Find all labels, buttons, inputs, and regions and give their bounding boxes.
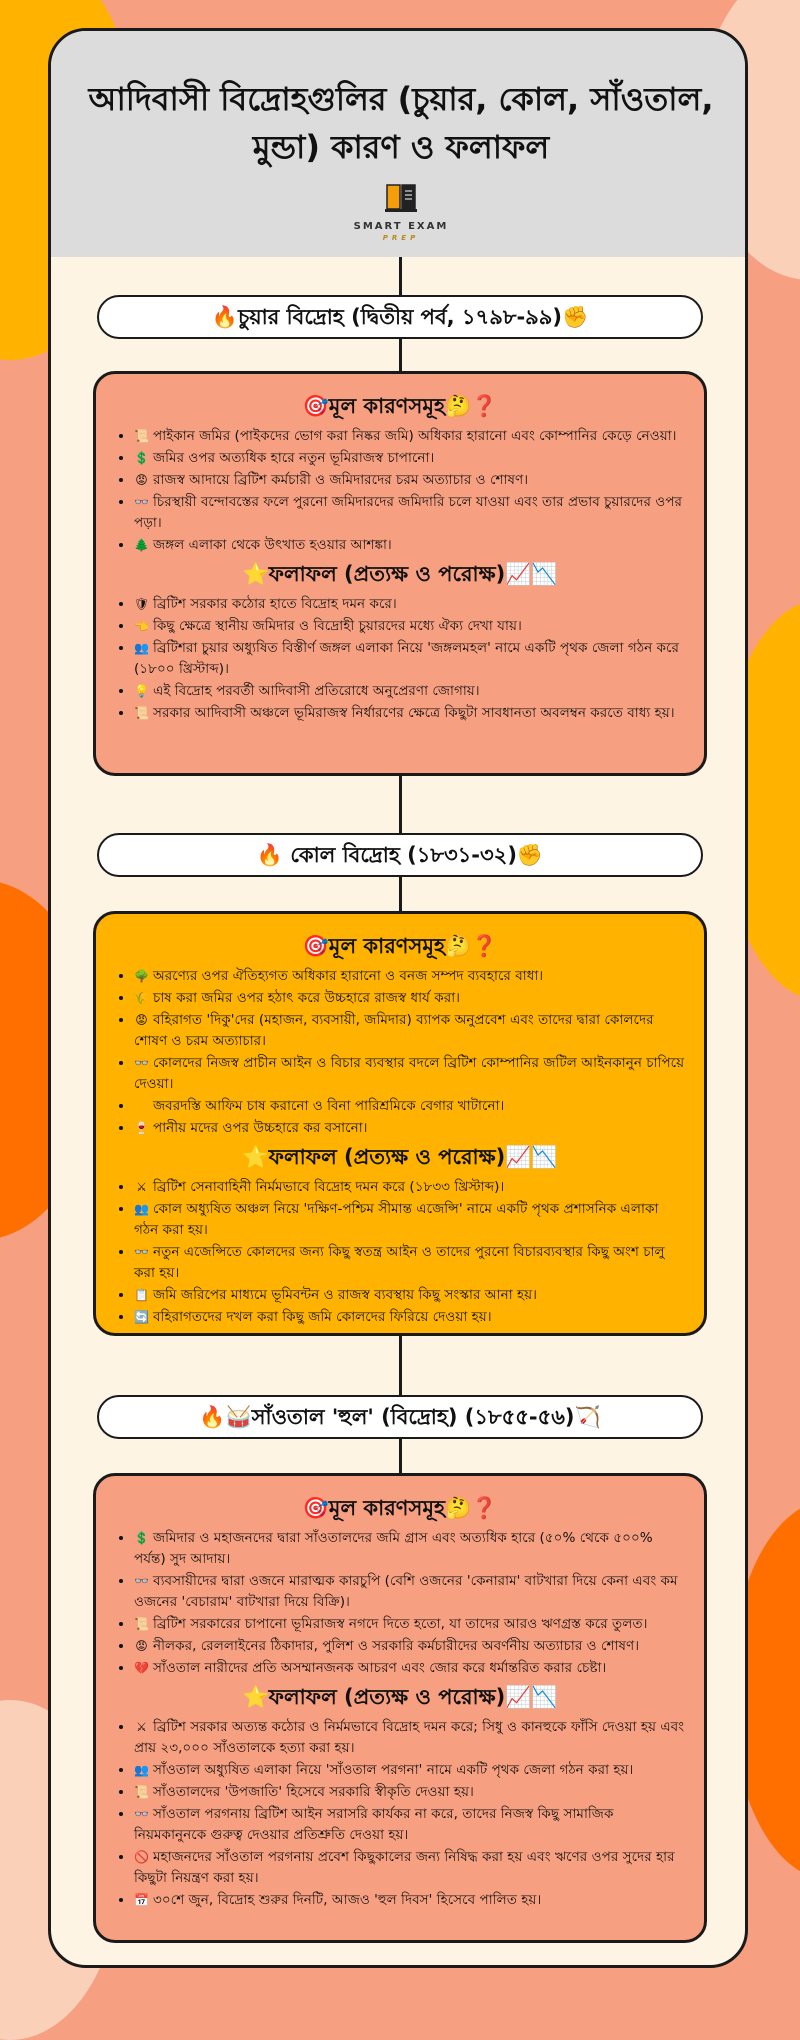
list-item: • জবরদস্তি আফিম চাষ করানো ও বিনা পারিশ্রমিকে বেগার খাটানো। <box>134 1096 686 1117</box>
list-item: • 😡 বহিরাগত 'দিকু'দের (মহাজন, ব্যবসায়ী, জমিদার) ব্যাপক অনুপ্রবেশ এবং তাদের দ্বারা কোলদের শোষণ ও চরম অত্যাচার। <box>134 1010 686 1052</box>
glasses-icon: 👓 <box>134 1245 149 1259</box>
glasses-icon: 👓 <box>134 495 149 509</box>
list-item: • 📅 ৩০শে জুন, বিদ্রোহ শুরুর দিনটি, আজও 'হুল দিবস' হিসেবে পালিত হয়। <box>134 1890 686 1911</box>
scroll-icon: 📜 <box>134 429 149 443</box>
list-item: • 💔 সাঁওতাল নারীদের প্রতি অসম্মানজনক আচরণ এবং জোর করে ধর্মান্তরিত করার চেষ্টা। <box>134 1658 686 1679</box>
list-item: • 👥 ব্রিটিশরা চুয়ার অধ্যুষিত বিস্তীর্ণ জঙ্গল এলাকা নিয়ে 'জঙ্গলমহল' নামে একটি পৃথক জেলা গঠন করে (১৮০০ খ্রিস্টাব্দ)। <box>134 638 686 680</box>
list-item: • 💡 এই বিদ্রোহ পরবর্তী আদিবাসী প্রতিরোধে অনুপ্রেরণা জোগায়। <box>134 681 686 702</box>
connector-line <box>399 337 402 373</box>
swords-icon: ⚔ <box>136 1180 147 1194</box>
clipboard-icon: 📋 <box>134 1288 149 1302</box>
refresh-icon: 🔄 <box>134 1310 149 1324</box>
list-item: • 🌾 চাষ করা জমির ওপর হঠাৎ করে উচ্চহারে রাজস্ব ধার্য করা। <box>134 988 686 1009</box>
list-item: • 🔄 বহিরাগতদের দখল করা কিছু জমি কোলদের ফিরিয়ে দেওয়া হয়। <box>134 1307 686 1328</box>
causes-title: 🎯মূল কারণসমূহ🤔❓ <box>302 394 498 418</box>
scroll-icon: 📜 <box>134 1617 149 1631</box>
list-item: • 📜 সাঁওতালদের 'উপজাতি' হিসেবে সরকারি স্বীকৃতি দেওয়া হয়। <box>134 1782 686 1803</box>
glasses-icon: 👓 <box>134 1056 149 1070</box>
section-heading: 🔥🥁সাঁওতাল 'হুল' (বিদ্রোহ) (১৮৫৫-৫৬)🏹 <box>97 1395 703 1439</box>
list-item: • 👈 কিছু ক্ষেত্রে স্থানীয় জমিদার ও বিদ্রোহী চুয়ারদের মধ্যে ঐক্য দেখা যায়। <box>134 616 686 637</box>
list-item: • 😡 রাজস্ব আদায়ে ব্রিটিশ কর্মচারী ও জমিদারদের চরম অত্যাচার ও শোষণ। <box>134 470 686 491</box>
list-item: • 📜 ব্রিটিশ সরকারের চাপানো ভূমিরাজস্ব নগদে দিতে হতো, যা তাদের আরও ঋণগ্রস্ত করে তুলত। <box>134 1614 686 1635</box>
list-item: • 👥 সাঁওতাল অধ্যুষিত এলাকা নিয়ে 'সাঁওতাল পরগনা' নামে একটি পৃথক জেলা গঠন করা হয়। <box>134 1760 686 1781</box>
calendar-icon: 📅 <box>134 1893 149 1907</box>
causes-list <box>114 1528 686 1679</box>
scroll-icon: 📜 <box>134 1785 149 1799</box>
section-box <box>93 1473 707 1943</box>
dollar-icon: 💲 <box>134 451 149 465</box>
prohibited-icon: 🚫 <box>134 1850 149 1864</box>
list-item: • 🌳 অরণ্যের ওপর ঐতিহ্যগত অধিকার হারানো ও বনজ সম্পদ ব্যবহারে বাধা। <box>134 966 686 987</box>
tree-icon: 🌳 <box>134 969 149 983</box>
people-icon: 👥 <box>134 641 149 655</box>
logo-text: SMART EXAM <box>353 221 449 232</box>
list-item: • 👥 কোল অধ্যুষিত অঞ্চল নিয়ে 'দক্ষিণ-পশ্চিম সীমান্ত এজেন্সি' নামে একটি পৃথক প্রশাসনিক এলাকা গঠন করা হয়। <box>134 1199 686 1241</box>
list-item: • ⚔ ব্রিটিশ সরকার অত্যন্ত কঠোর ও নির্মমভাবে বিদ্রোহ দমন করে; সিধু ও কানহুকে ফাঁসি দেওয়া হয় এবং প্রায় ২৩,০০০ সাঁওতালকে হত্যা করা হয়। <box>134 1717 686 1759</box>
connector-line <box>399 773 402 833</box>
shield-icon: 🛡 <box>134 597 150 611</box>
infographic-card <box>48 28 748 1968</box>
scroll-icon: 📜 <box>134 706 149 720</box>
section-heading: 🔥চুয়ার বিদ্রোহ (দ্বিতীয় পর্ব, ১৭৯৮-৯৯)✊ <box>97 295 703 339</box>
people-icon: 👥 <box>134 1763 149 1777</box>
connector-line <box>399 1439 402 1475</box>
list-item: • 😡 নীলকর, রেললাইনের ঠিকাদার, পুলিশ ও সরকারি কর্মচারীদের অবর্ণনীয় অত্যাচার ও শোষণ। <box>134 1636 686 1657</box>
results-title: ⭐ফলাফল (প্রত্যক্ষ ও পরোক্ষ)📈📉 <box>242 1145 558 1169</box>
swords-icon: ⚔ <box>136 1720 147 1734</box>
tree-icon: 🌲 <box>134 538 149 552</box>
list-item: • 🛡 ব্রিটিশ সরকার কঠোর হাতে বিদ্রোহ দমন করে। <box>134 594 686 615</box>
angry-face-icon: 😡 <box>135 473 148 487</box>
angry-face-icon: 😡 <box>135 1639 148 1653</box>
bulb-icon: 💡 <box>134 684 149 698</box>
glasses-icon: 👓 <box>134 1574 149 1588</box>
list-item: • 🍷 পানীয় মদের ওপর উচ্চহারে কর বসানো। <box>134 1118 686 1139</box>
page-title: আদিবাসী বিদ্রোহগুলির (চুয়ার, কোল, সাঁওতাল, মুন্ডা) কারণ ও ফলাফল <box>88 80 714 166</box>
broken-heart-icon: 💔 <box>134 1661 149 1675</box>
list-item: • 📜 সরকার আদিবাসী অঞ্চলে ভূমিরাজস্ব নির্ধারণের ক্ষেত্রে কিছুটা সাবধানতা অবলম্বন করতে বাধ্য হয়। <box>134 703 686 724</box>
connector-line <box>399 876 402 912</box>
list-item: • 📜 পাইকান জমির (পাইকদের ভোগ করা নিষ্কর জমি) অধিকার হারানো এবং কোম্পানির কেড়ে নেওয়া। <box>134 426 686 447</box>
causes-title: 🎯মূল কারণসমূহ🤔❓ <box>302 1496 498 1520</box>
results-title: ⭐ফলাফল (প্রত্যক্ষ ও পরোক্ষ)📈📉 <box>242 1685 558 1709</box>
connector-line <box>399 257 402 297</box>
list-item: • 💲 জমির ওপর অত্যধিক হারে নতুন ভূমিরাজস্ব চাপানো। <box>134 448 686 469</box>
causes-title: 🎯মূল কারণসমূহ🤔❓ <box>302 934 498 958</box>
list-item: • 💲 জমিদার ও মহাজনদের দ্বারা সাঁওতালদের জমি গ্রাস এবং অত্যধিক হারে (৫০% থেকে ৫০০% পর্যন্ত) সুদ আদায়। <box>134 1528 686 1570</box>
book-icon <box>385 183 417 213</box>
list-item: • 👓 কোলদের নিজস্ব প্রাচীন আইন ও বিচার ব্যবস্থার বদলে ব্রিটিশ কোম্পানির জটিল আইনকানুন চাপিয়ে দেওয়া। <box>134 1053 686 1095</box>
list-item: • 👓 নতুন এজেন্সিতে কোলদের জন্য কিছু স্বতন্ত্র আইন ও তাদের পুরনো বিচারব্যবস্থার কিছু অংশ চালু করা হয়। <box>134 1242 686 1284</box>
list-item: • 📋 জমি জরিপের মাধ্যমে ভূমিবন্টন ও রাজস্ব ব্যবস্থায় কিছু সংস্কার আনা হয়। <box>134 1285 686 1306</box>
list-item: • 👓 ব্যবসায়ীদের দ্বারা ওজনে মারাত্মক কারচুপি (বেশি ওজনের 'কেনারাম' বাটখারা দিয়ে কেনা এবং কম ওজনের 'বেচারাম' বাটখারা দিয়ে বিক্রি)। <box>134 1571 686 1613</box>
section-box <box>93 911 707 1336</box>
list-item: • 👓 চিরস্থায়ী বন্দোবস্তের ফলে পুরনো জমিদারদের জমিদারি চলে যাওয়া এবং তার প্রভাব চুয়ারদের ওপর পড়া। <box>134 492 686 534</box>
results-list <box>114 1717 686 1911</box>
section-box <box>93 371 707 776</box>
list-item: • 🌲 জঙ্গল এলাকা থেকে উৎখাত হওয়ার আশঙ্কা। <box>134 535 686 556</box>
glasses-icon: 👓 <box>134 1807 149 1821</box>
grain-icon: 🌾 <box>134 991 149 1005</box>
dollar-icon: 💲 <box>134 1531 149 1545</box>
list-item: • ⚔ ব্রিটিশ সেনাবাহিনী নির্মমভাবে বিদ্রোহ দমন করে (১৮৩৩ খ্রিস্টাব্দ)। <box>134 1177 686 1198</box>
people-icon: 👥 <box>134 1202 149 1216</box>
results-list <box>114 1177 686 1328</box>
causes-list <box>114 426 686 556</box>
results-title: ⭐ফলাফল (প্রত্যক্ষ ও পরোক্ষ)📈📉 <box>242 562 558 586</box>
list-item: • 🚫 মহাজনদের সাঁওতাল পরগনায় প্রবেশ কিছুকালের জন্য নিষিদ্ধ করা হয় এবং ঋণের ওপর সুদের হার কিছুটা নিয়ন্ত্রণ করা হয়। <box>134 1847 686 1889</box>
logo-subtext: PREP <box>382 234 420 242</box>
results-list <box>114 594 686 724</box>
connector-line <box>399 1333 402 1395</box>
section-heading: 🔥 কোল বিদ্রোহ (১৮৩১-৩২)✊ <box>97 833 703 877</box>
angry-face-icon: 😡 <box>135 1013 148 1027</box>
hand-icon: 👈 <box>134 619 149 633</box>
list-item: • 👓 সাঁওতাল পরগনায় ব্রিটিশ আইন সরাসরি কার্যকর না করে, তাদের নিজস্ব কিছু সামাজিক নিয়মকানুনকে গুরুত্ব দেওয়ার প্রতিশ্রুতি দেওয়া হয়। <box>134 1804 686 1846</box>
header <box>51 31 745 257</box>
causes-list <box>114 966 686 1139</box>
wine-icon: 🍷 <box>134 1121 149 1135</box>
